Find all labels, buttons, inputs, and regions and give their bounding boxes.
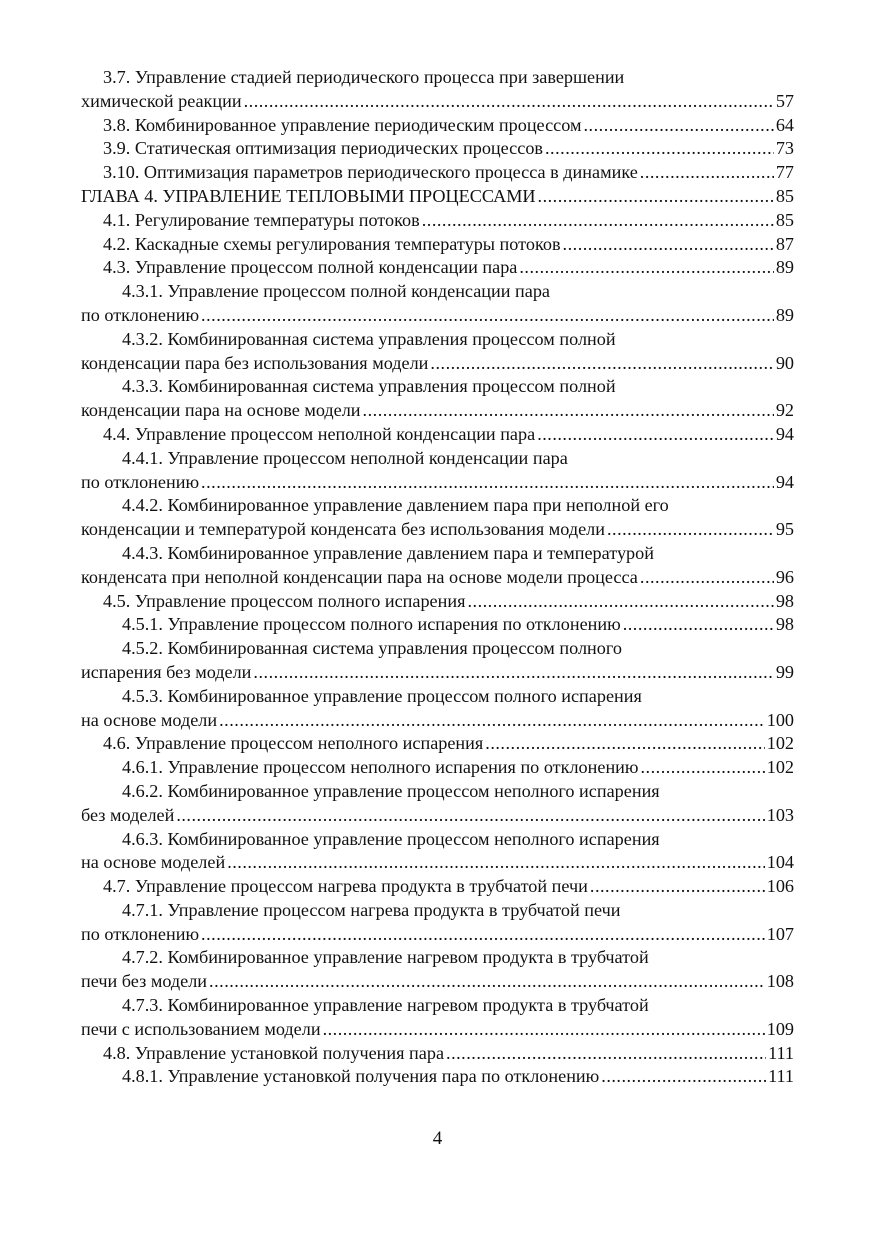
toc-page-number: 99 bbox=[775, 661, 794, 682]
toc-page-number: 94 bbox=[775, 423, 794, 444]
toc-entry bbox=[81, 875, 794, 899]
toc-line bbox=[81, 590, 794, 614]
toc-entry bbox=[81, 946, 794, 994]
toc-page-number: 107 bbox=[766, 923, 794, 944]
toc-entry-title: печи с использованием модели bbox=[81, 1018, 321, 1039]
toc-page-number: 102 bbox=[766, 733, 794, 754]
toc-entry-title: 4.7.1. Управление процессом нагрева продукта в трубчатой печи bbox=[122, 899, 621, 920]
toc-entry bbox=[81, 1042, 794, 1066]
dot-leader bbox=[201, 923, 765, 947]
toc-entry-title: 4.5. Управление процессом полного испарения bbox=[103, 590, 466, 611]
toc-entry-title: 4.5.3. Комбинированное управление процессом полного испарения bbox=[122, 685, 642, 706]
toc-entry bbox=[81, 756, 794, 780]
toc-page-number: 94 bbox=[775, 471, 794, 492]
toc-entry bbox=[81, 280, 794, 328]
dot-leader bbox=[623, 613, 774, 637]
toc-entry-title: 4.6.2. Комбинированное управление процессом неполного испарения bbox=[122, 780, 660, 801]
dot-leader bbox=[545, 137, 774, 161]
toc-entry-title: 4.5.2. Комбинированная система управления процессом полного bbox=[122, 638, 622, 659]
toc-page-number: 95 bbox=[775, 519, 794, 540]
toc-entry-title: по отклонению bbox=[81, 923, 200, 944]
toc-line bbox=[81, 137, 794, 161]
toc-entry bbox=[81, 114, 794, 138]
dot-leader bbox=[363, 399, 774, 423]
toc-entry bbox=[81, 494, 794, 542]
dot-leader bbox=[467, 590, 773, 614]
toc-entry-title: 4.5.1. Управление процессом полного испарения по отклонению bbox=[122, 614, 621, 635]
toc-entry-title: конденсата при неполной конденсации пара на основе модели процесса bbox=[81, 566, 638, 587]
toc-line bbox=[81, 1042, 794, 1066]
toc-line bbox=[81, 923, 794, 947]
dot-leader bbox=[176, 804, 764, 828]
toc-entry bbox=[81, 161, 794, 185]
toc-entry-title: 3.10. Оптимизация параметров периодического процесса в динамике bbox=[103, 162, 638, 183]
toc-entry-title: 4.4. Управление процессом неполной конденсации пара bbox=[103, 423, 536, 444]
toc-line bbox=[81, 518, 794, 542]
toc-line bbox=[81, 709, 794, 733]
dot-leader bbox=[485, 732, 764, 756]
toc-line bbox=[81, 637, 794, 661]
toc-entry bbox=[81, 447, 794, 495]
toc-entry-title: 3.7. Управление стадией периодического процесса при завершении bbox=[103, 67, 625, 87]
toc-entry-title: 4.1. Регулирование температуры потоков bbox=[103, 209, 420, 230]
toc-entry-title: 4.3.3. Комбинированная система управления процессом полной bbox=[122, 376, 616, 397]
toc-page-number: 89 bbox=[775, 257, 794, 278]
toc-entry bbox=[81, 209, 794, 233]
toc-page-number: 104 bbox=[766, 852, 794, 873]
toc-entry-title: 4.4.2. Комбинированное управление давлением пара при неполной его bbox=[122, 495, 669, 516]
toc-entry bbox=[81, 637, 794, 685]
toc-page-number: 92 bbox=[775, 400, 794, 421]
toc-entry-title: 4.7.2. Комбинированное управление нагревом продукта в трубчатой bbox=[122, 947, 649, 968]
toc-line bbox=[81, 399, 794, 423]
toc-page-number: 87 bbox=[775, 233, 794, 254]
toc-line bbox=[81, 304, 794, 328]
toc-line bbox=[81, 851, 794, 875]
toc-entry bbox=[81, 256, 794, 280]
toc-entry bbox=[81, 423, 794, 447]
toc-line bbox=[81, 661, 794, 685]
toc-entry-title: 4.6.1. Управление процессом неполного испарения по отклонению bbox=[122, 757, 639, 778]
dot-leader bbox=[201, 304, 774, 328]
toc-page-number: 111 bbox=[768, 1066, 794, 1087]
toc-entry-title: 4.4.3. Комбинированное управление давлением пара и температурой bbox=[122, 542, 654, 563]
toc-page-number: 85 bbox=[775, 185, 794, 206]
toc-page-number: 90 bbox=[775, 352, 794, 373]
toc-entry-title: 4.7. Управление процессом нагрева продукта в трубчатой печи bbox=[103, 876, 588, 897]
page-number: 4 bbox=[432, 1128, 443, 1149]
toc-line bbox=[81, 685, 794, 709]
toc-entry-title: 4.7.3. Комбинированное управление нагревом продукта в трубчатой bbox=[122, 995, 649, 1016]
toc-page-number: 109 bbox=[766, 1018, 794, 1039]
toc-entry-title: конденсации пара на основе модели bbox=[81, 400, 361, 421]
toc-line bbox=[81, 280, 794, 304]
toc-entry bbox=[81, 328, 794, 376]
toc-entry bbox=[81, 780, 794, 828]
toc-entry-title: на основе моделей bbox=[81, 852, 226, 873]
toc-entry-title: испарения без модели bbox=[81, 661, 252, 682]
toc-line bbox=[81, 899, 794, 923]
toc-page-number: 100 bbox=[766, 709, 794, 730]
dot-leader bbox=[446, 1042, 766, 1066]
toc-line bbox=[81, 946, 794, 970]
toc-entry-title: 4.6.3. Комбинированное управление процессом неполного испарения bbox=[122, 828, 660, 849]
toc-entry-title: 4.8.1. Управление установкой получения пара по отклонению bbox=[122, 1066, 600, 1087]
toc-line bbox=[81, 66, 794, 90]
toc-entry bbox=[81, 185, 794, 209]
table-of-contents bbox=[81, 66, 794, 1089]
toc-entry-title: 4.6. Управление процессом неполного испарения bbox=[103, 733, 484, 754]
toc-entry bbox=[81, 375, 794, 423]
toc-page-number: 98 bbox=[775, 590, 794, 611]
toc-line bbox=[81, 375, 794, 399]
dot-leader bbox=[601, 1065, 766, 1089]
dot-leader bbox=[219, 709, 765, 733]
dot-leader bbox=[584, 114, 774, 138]
dot-leader bbox=[538, 185, 774, 209]
toc-page-number: 98 bbox=[775, 614, 794, 635]
toc-page-number: 103 bbox=[766, 804, 794, 825]
toc-line bbox=[81, 566, 794, 590]
toc-entry-title: по отклонению bbox=[81, 304, 200, 325]
toc-entry bbox=[81, 899, 794, 947]
dot-leader bbox=[201, 471, 774, 495]
toc-entry-title: конденсации пара без использования модели bbox=[81, 352, 429, 373]
toc-page-number: 111 bbox=[768, 1042, 794, 1063]
toc-page-number: 73 bbox=[775, 138, 794, 159]
toc-line bbox=[81, 1018, 794, 1042]
toc-line bbox=[81, 185, 794, 209]
toc-line bbox=[81, 352, 794, 376]
dot-leader bbox=[209, 970, 765, 994]
toc-line bbox=[81, 875, 794, 899]
toc-page-number: 96 bbox=[775, 566, 794, 587]
dot-leader bbox=[227, 851, 765, 875]
toc-line bbox=[81, 114, 794, 138]
dot-leader bbox=[253, 661, 773, 685]
toc-line bbox=[81, 90, 794, 114]
dot-leader bbox=[519, 256, 773, 280]
dot-leader bbox=[430, 352, 773, 376]
toc-entry-title: 3.8. Комбинированное управление периодическим процессом bbox=[103, 114, 582, 135]
toc-entry bbox=[81, 828, 794, 876]
dot-leader bbox=[640, 161, 774, 185]
toc-page-number: 85 bbox=[775, 209, 794, 230]
toc-entry-title: 4.3.2. Комбинированная система управления процессом полной bbox=[122, 328, 616, 349]
toc-page-number: 64 bbox=[775, 114, 794, 135]
toc-line bbox=[81, 970, 794, 994]
toc-entry-title: печи без модели bbox=[81, 971, 208, 992]
toc-entry bbox=[81, 613, 794, 637]
toc-entry bbox=[81, 994, 794, 1042]
toc-line bbox=[81, 780, 794, 804]
toc-entry bbox=[81, 590, 794, 614]
toc-entry bbox=[81, 685, 794, 733]
toc-line bbox=[81, 494, 794, 518]
toc-line bbox=[81, 828, 794, 852]
toc-entry-title: химической реакции bbox=[81, 90, 242, 111]
toc-line bbox=[81, 328, 794, 352]
dot-leader bbox=[537, 423, 774, 447]
toc-line bbox=[81, 471, 794, 495]
dot-leader bbox=[323, 1018, 765, 1042]
toc-page-number: 108 bbox=[766, 971, 794, 992]
toc-entry-title: 4.3.1. Управление процессом полной конденсации пара bbox=[122, 281, 551, 302]
toc-line bbox=[81, 732, 794, 756]
toc-line bbox=[81, 542, 794, 566]
toc-line bbox=[81, 447, 794, 471]
toc-line bbox=[81, 613, 794, 637]
toc-entry bbox=[81, 1065, 794, 1089]
toc-entry-title: 4.3. Управление процессом полной конденсации пара bbox=[103, 257, 518, 278]
toc-entry bbox=[81, 732, 794, 756]
toc-page-number: 89 bbox=[775, 304, 794, 325]
dot-leader bbox=[640, 566, 774, 590]
toc-line bbox=[81, 804, 794, 828]
dot-leader bbox=[244, 90, 774, 114]
toc-line bbox=[81, 756, 794, 780]
toc-entry-title: на основе модели bbox=[81, 709, 218, 730]
toc-line bbox=[81, 423, 794, 447]
toc-line bbox=[81, 256, 794, 280]
dot-leader bbox=[590, 875, 765, 899]
toc-line bbox=[81, 994, 794, 1018]
toc-entry-title: 4.2. Каскадные схемы регулирования температуры потоков bbox=[103, 233, 561, 254]
toc-entry bbox=[81, 233, 794, 257]
toc-entry-title: 4.4.1. Управление процессом неполной конденсации пара bbox=[122, 447, 568, 468]
toc-entry bbox=[81, 137, 794, 161]
toc-line bbox=[81, 161, 794, 185]
toc-entry-title: ГЛАВА 4. УПРАВЛЕНИЕ ТЕПЛОВЫМИ ПРОЦЕССАМИ bbox=[81, 185, 536, 206]
dot-leader bbox=[422, 209, 774, 233]
toc-page-number: 102 bbox=[766, 757, 794, 778]
toc-entry-title: по отклонению bbox=[81, 471, 200, 492]
toc-line bbox=[81, 233, 794, 257]
toc-page-number: 57 bbox=[775, 90, 794, 111]
toc-entry bbox=[81, 66, 794, 114]
toc-entry-title: 4.8. Управление установкой получения пара bbox=[103, 1042, 445, 1063]
dot-leader bbox=[607, 518, 774, 542]
toc-line bbox=[81, 209, 794, 233]
dot-leader bbox=[563, 233, 774, 257]
dot-leader bbox=[641, 756, 765, 780]
toc-page-number: 77 bbox=[775, 162, 794, 183]
toc-page-number: 106 bbox=[766, 876, 794, 897]
toc-entry bbox=[81, 542, 794, 590]
toc-entry-title: без моделей bbox=[81, 804, 175, 825]
toc-line bbox=[81, 1065, 794, 1089]
toc-entry-title: 3.9. Статическая оптимизация периодических процессов bbox=[103, 138, 543, 159]
toc-entry-title: конденсации и температурой конденсата без использования модели bbox=[81, 519, 605, 540]
